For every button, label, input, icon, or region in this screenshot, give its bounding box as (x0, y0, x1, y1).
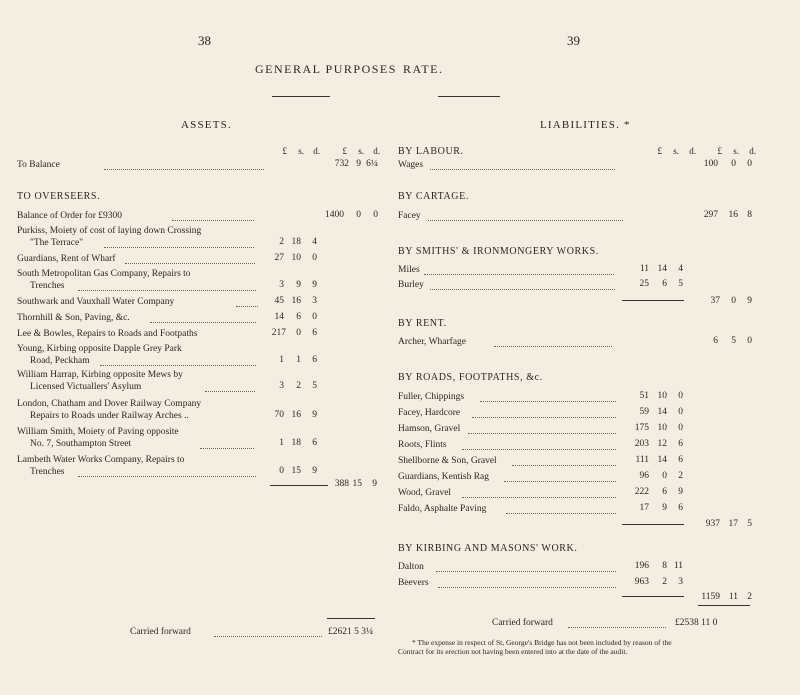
liability-item-label: Burley (398, 280, 424, 290)
amount-shillings: 10 (291, 253, 301, 263)
amount-pence: 4 (312, 237, 317, 247)
leader-dots (480, 401, 616, 402)
amount-pence: 0 (373, 210, 378, 220)
leader-dots (100, 365, 256, 366)
total-rule (327, 618, 375, 619)
liability-item-label: Facey, Hardcore (398, 408, 461, 418)
leader-dots (78, 476, 256, 477)
carried-forward-label: Carried forward (130, 627, 191, 637)
title-rule-left (272, 96, 330, 97)
col-pound: £ (657, 146, 662, 156)
liability-item-label: Guardians, Kentish Rag (398, 472, 490, 482)
liability-item-label: Beevers (398, 578, 429, 588)
amount-pounds: 222 (634, 487, 649, 497)
section-heading: BY ROADS, FOOTPATHS, &c. (398, 372, 543, 383)
asset-item-label-cont: Trenches (30, 467, 65, 477)
page-number-left: 38 (198, 33, 211, 48)
amount-pence: 0 (678, 423, 683, 433)
leader-dots (125, 263, 255, 264)
amount-shillings: 17 (728, 519, 738, 529)
liability-item-label: Facey (398, 211, 421, 221)
amount-pence: 6 (678, 439, 683, 449)
amount-pence: 4 (678, 264, 683, 274)
amount-pounds: 1159 (701, 592, 720, 602)
asset-item-label: South Metropolitan Gas Company, Repairs to (17, 269, 191, 279)
amount-shillings: 0 (296, 328, 301, 338)
amount-pounds: 27 (274, 253, 284, 263)
amount-pence: 0 (678, 391, 683, 401)
amount-shillings: 15 (291, 466, 301, 476)
amount-pounds: 111 (635, 455, 649, 465)
section-heading: BY CARTAGE. (398, 191, 469, 202)
page-number-right: 39 (567, 33, 580, 48)
amount-pence: 9 (312, 466, 317, 476)
amount-pence: 9 (312, 280, 317, 290)
amount-pounds: 70 (274, 410, 284, 420)
liability-item-label: Dalton (398, 562, 424, 572)
amount-shillings: 18 (291, 237, 301, 247)
subtotal-rule (622, 524, 684, 525)
subtotal-rule (622, 300, 684, 301)
amount-shillings: 6 (662, 487, 667, 497)
amount-shillings: 14 (657, 264, 667, 274)
total-rule (698, 605, 750, 606)
amount-pounds: 37 (710, 296, 720, 306)
liability-item-label: Faldo, Asphalte Paving (398, 504, 487, 514)
amount-shillings: 16 (291, 296, 301, 306)
title-left: GENERAL PURPOSES (255, 62, 397, 76)
asset-item-label: Balance of Order for £9300 (17, 211, 122, 221)
amount-pounds: 1400 (325, 210, 344, 220)
amount-shillings: 18 (291, 438, 301, 448)
amount-pence: 0 (678, 407, 683, 417)
amount-pence: 2 (747, 592, 752, 602)
amount-pounds: 96 (639, 471, 649, 481)
amount-pounds: 1 (279, 355, 284, 365)
asset-item-label: Young, Kirbing opposite Dapple Grey Park (17, 344, 182, 354)
amount-shillings: 8 (662, 561, 667, 571)
amount-pence: 6 (312, 328, 317, 338)
amount-pence: 2 (678, 471, 683, 481)
amount-pence: 6 (312, 438, 317, 448)
amount-shillings: 14 (657, 407, 667, 417)
leader-dots (200, 448, 254, 449)
leader-dots (214, 636, 322, 637)
amount-pence: 3 (678, 577, 683, 587)
amount-pence: 0 (312, 253, 317, 263)
leader-dots (504, 481, 616, 482)
liability-item-label: Wages (398, 160, 424, 170)
col-pence: d. (749, 146, 756, 156)
amount-pence: 0 (747, 336, 752, 346)
amount-pounds: 0 (279, 466, 284, 476)
amount-pounds: 59 (639, 407, 649, 417)
amount-pounds: 196 (634, 561, 649, 571)
asset-item-label: Thornhill & Son, Paving, &c. (17, 313, 130, 323)
amount-pence: 9 (312, 410, 317, 420)
leader-dots (462, 497, 616, 498)
asset-item-label: William Smith, Moiety of Paving opposite (17, 427, 179, 437)
amount-shillings: 9 (356, 159, 361, 169)
amount-pence: 9 (678, 487, 683, 497)
leader-dots (468, 433, 616, 434)
leader-dots (494, 346, 612, 347)
amount-pounds: 17 (639, 503, 649, 513)
amount-pounds: 175 (634, 423, 649, 433)
leader-dots (430, 289, 615, 290)
amount-pounds: 25 (639, 279, 649, 289)
amount-pence: 6 (678, 503, 683, 513)
amount-pence: 5 (747, 519, 752, 529)
amount-shillings: 9 (296, 280, 301, 290)
overseers-heading: TO OVERSEERS. (17, 191, 101, 202)
liabilities-heading: LIABILITIES. * (540, 119, 631, 131)
title-right: RATE. (403, 62, 444, 76)
amount-pounds: 937 (705, 519, 720, 529)
amount-shillings: 0 (356, 210, 361, 220)
leader-dots (205, 391, 255, 392)
liability-item-label: Shellborne & Son, Gravel (398, 456, 497, 466)
amount-shillings: 11 (728, 592, 738, 602)
amount-pounds: 6 (713, 336, 718, 346)
amount-shillings: 15 (352, 479, 362, 489)
section-heading: BY SMITHS' & IRONMONGERY WORKS. (398, 246, 599, 257)
amount-shillings: 6 (296, 312, 301, 322)
amount-shillings: 6 (662, 279, 667, 289)
amount-shillings: 2 (296, 381, 301, 391)
section-heading: BY LABOUR. (398, 146, 464, 157)
amount-shillings: 9 (662, 503, 667, 513)
amount-pence: 8 (747, 210, 752, 220)
leader-dots (150, 322, 256, 323)
asset-item-label-cont: Repairs to Roads under Railway Arches .. (30, 411, 189, 421)
amount-pounds: 297 (703, 210, 718, 220)
amount-pence: 5 (678, 279, 683, 289)
col-pound: £ (717, 146, 722, 156)
asset-item-label-cont: "The Terrace" (30, 238, 84, 248)
col-pence: d. (689, 146, 696, 156)
asset-item-label: Southwark and Vauxhall Water Company (17, 297, 175, 307)
liability-item-label: Fuller, Chippings (398, 392, 465, 402)
amount-pounds: 3 (279, 280, 284, 290)
col-pound: £ (282, 146, 287, 156)
amount-shillings: 2 (662, 577, 667, 587)
leader-dots (424, 274, 614, 275)
col-pound: £ (342, 146, 347, 156)
amount-shillings: 0 (731, 159, 736, 169)
balance-label: To Balance (17, 160, 60, 170)
amount-shillings: 12 (657, 439, 667, 449)
leader-dots (104, 247, 254, 248)
leader-dots (436, 571, 616, 572)
carried-forward-value: £2538 11 0 (675, 618, 718, 628)
carried-forward-value: £2621 5 3¼ (328, 627, 374, 637)
amount-shillings: 1 (296, 355, 301, 365)
leader-dots (172, 220, 254, 221)
leader-dots (78, 290, 256, 291)
carried-forward-label: Carried forward (492, 618, 553, 628)
leader-dots (472, 417, 616, 418)
amount-shillings: 14 (657, 455, 667, 465)
amount-pounds: 14 (274, 312, 284, 322)
asset-item-label-cont: Trenches (30, 281, 65, 291)
liability-item-label: Archer, Wharfage (398, 337, 467, 347)
amount-pounds: 45 (274, 296, 284, 306)
amount-pounds: 217 (271, 328, 286, 338)
asset-item-label: London, Chatham and Dover Railway Company (17, 399, 202, 409)
amount-pence: 6¼ (366, 159, 378, 169)
amount-shillings: 10 (657, 391, 667, 401)
asset-item-label: Lambeth Water Works Company, Repairs to (17, 455, 185, 465)
leader-dots (438, 587, 616, 588)
amount-pence: 11 (673, 561, 683, 571)
amount-pounds: 1 (279, 438, 284, 448)
asset-item-label: Guardians, Rent of Wharf (17, 254, 116, 264)
asset-item-label: Purkiss, Moiety of cost of laying down Crossing (17, 226, 202, 236)
asset-item-label-cont: Road, Peckham (30, 356, 90, 366)
subtotal-rule (270, 485, 328, 486)
footnote-line: Contract for its erection not having been entered into at the date of the audit. (398, 647, 628, 656)
amount-pence: 3 (312, 296, 317, 306)
asset-item-label-cont: No. 7, Southampton Street (30, 439, 132, 449)
liability-item-label: Roots, Flints (398, 440, 447, 450)
amount-pence: 9 (747, 296, 752, 306)
section-heading: BY KIRBING AND MASONS' WORK. (398, 543, 578, 554)
amount-pounds: 51 (639, 391, 649, 401)
amount-shillings: 16 (291, 410, 301, 420)
title-rule-right (438, 96, 500, 97)
asset-item-label: William Harrap, Kirbing opposite Mews by (17, 370, 183, 380)
col-shillings: s. (733, 146, 739, 156)
amount-pence: 5 (312, 381, 317, 391)
col-pence: d. (313, 146, 320, 156)
asset-item-label-cont: Licensed Victuallers' Asylum (30, 382, 142, 392)
amount-shillings: 5 (731, 336, 736, 346)
leader-dots (512, 465, 616, 466)
leader-dots (506, 513, 616, 514)
footnote-line: * The expense in respect of St, George's Bridge has not been included by reason of the (412, 638, 672, 647)
col-shillings: s. (358, 146, 364, 156)
amount-pounds: 963 (634, 577, 649, 587)
col-shillings: s. (298, 146, 304, 156)
assets-heading: ASSETS. (181, 119, 232, 131)
amount-pounds: 100 (703, 159, 718, 169)
amount-pounds: 388 (334, 479, 349, 489)
footnote-marker: * (624, 119, 631, 131)
amount-pence: 0 (312, 312, 317, 322)
leader-dots (462, 449, 616, 450)
leader-dots (236, 306, 258, 307)
amount-shillings: 0 (731, 296, 736, 306)
amount-pounds: 2 (279, 237, 284, 247)
amount-pounds: 203 (634, 439, 649, 449)
amount-pence: 0 (747, 159, 752, 169)
liability-item-label: Hamson, Gravel (398, 424, 461, 434)
liability-item-label: Wood, Gravel (398, 488, 452, 498)
amount-shillings: 16 (728, 210, 738, 220)
leader-dots (568, 627, 666, 628)
subtotal-rule (622, 596, 684, 597)
liability-item-label: Miles (398, 265, 420, 275)
amount-pence: 9 (372, 479, 377, 489)
amount-shillings: 10 (657, 423, 667, 433)
asset-item-label: Lee & Bowles, Repairs to Roads and Footpaths (17, 329, 198, 339)
leader-dots (104, 169, 264, 170)
amount-pence: 6 (312, 355, 317, 365)
amount-pounds: 732 (334, 159, 349, 169)
amount-pounds: 3 (279, 381, 284, 391)
amount-pence: 6 (678, 455, 683, 465)
col-shillings: s. (673, 146, 679, 156)
leader-dots (430, 169, 615, 170)
col-pence: d. (373, 146, 380, 156)
leader-dots (428, 220, 623, 221)
amount-shillings: 0 (662, 471, 667, 481)
amount-pounds: 11 (639, 264, 649, 274)
section-heading: BY RENT. (398, 318, 447, 329)
